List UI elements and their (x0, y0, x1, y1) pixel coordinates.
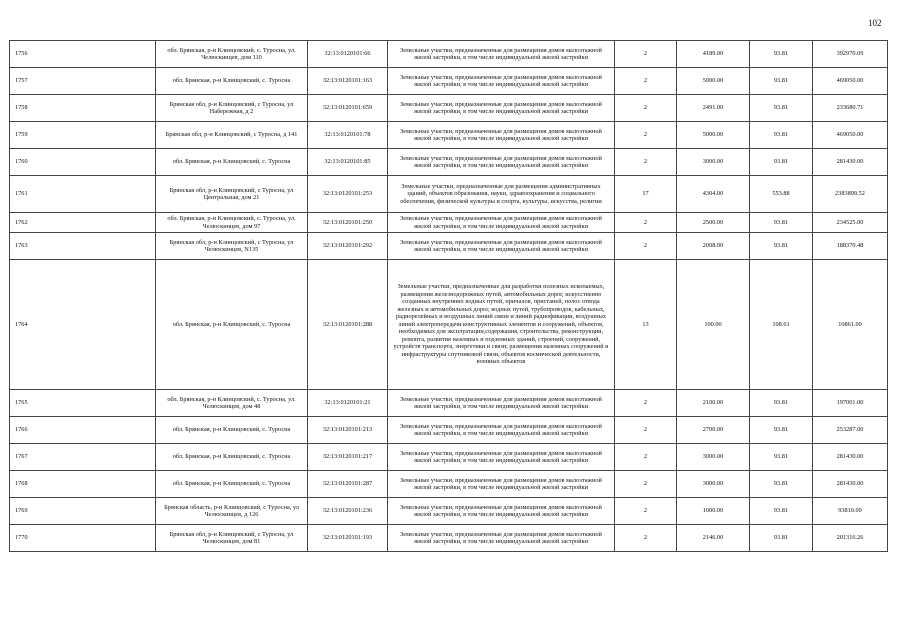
category-code-cell: 2 (615, 149, 677, 176)
row-number-cell: 1767 (10, 444, 156, 471)
address-cell: Брянская обл, р-н Клинцовский, с Туросна, д 141 (156, 122, 308, 149)
cadastral-number-cell: 32:13:0120101:292 (308, 233, 388, 260)
cadastral-value-cell: 469050.00 (813, 122, 888, 149)
area-cell: 4189.00 (677, 41, 750, 68)
category-code-cell: 17 (615, 176, 677, 213)
specific-value-cell: 93.81 (750, 41, 813, 68)
cadastral-number-cell: 32:13:0120101:213 (308, 417, 388, 444)
specific-value-cell: 93.81 (750, 95, 813, 122)
table-row (10, 122, 888, 149)
category-code-cell: 2 (615, 233, 677, 260)
cadastral-value-cell: 10861.00 (813, 260, 888, 390)
address-cell: обл. Брянская, р-н Клинцовский, с. Туросна (156, 68, 308, 95)
category-code-cell: 13 (615, 260, 677, 390)
area-cell: 1000.00 (677, 498, 750, 525)
row-number-cell: 1765 (10, 390, 156, 417)
cadastral-value-cell: 93810.00 (813, 498, 888, 525)
cadastral-value-cell: 233680.71 (813, 95, 888, 122)
table-row (10, 41, 888, 68)
row-number-cell: 1761 (10, 176, 156, 213)
address-cell: Брянская область, р-н Клинцовский, с Туросна, ул Челюскинцев, д 126 (156, 498, 308, 525)
page-number: 102 (868, 18, 882, 28)
cadastral-number-cell: 32:13:0120101:217 (308, 444, 388, 471)
category-code-cell: 2 (615, 417, 677, 444)
table-row (10, 525, 888, 552)
cadastral-number-cell: 32:13:0120101:66 (308, 41, 388, 68)
cadastral-number-cell: 32:13:0120101:78 (308, 122, 388, 149)
land-use-description-cell: Земельные участки, предназначенные для разработки полезных ископаемых, размещения железнодорожных путей, автомобильных дорог, искусственно созданных внутренних водных путей, причалов, пристаней, полос отвода железных и автомобильных дорог, водных путей, трубопроводов, кабельных, радиорелейных и воздушных линий связи и линий радиофикации, воздушных линий электропередачи конструктивных элементов и сооружений, объектов, необходимых для эксплуатации,содержания, строительства, реконструкции, ремонта, развития наземных и подземных зданий, строений, сооружений, устройств транспорта, энергетики и связи; размещения наземных сооружений и инфраструктуры спутниковой связи, объектов космической деятельности, военных объектов (388, 260, 615, 390)
specific-value-cell: 93.81 (750, 122, 813, 149)
table-row (10, 444, 888, 471)
address-cell: обл. Брянская, р-н Клинцовский, с. Туросна, ул. Челюскинцев, дом 110 (156, 41, 308, 68)
specific-value-cell: 93.81 (750, 68, 813, 95)
specific-value-cell: 553.88 (750, 176, 813, 213)
land-use-description-cell: Земельные участки, предназначенные для размещения домов малоэтажной жилой застройки, в том числе индивидуальной жилой застройки (388, 525, 615, 552)
land-use-description-cell: Земельные участки, предназначенные для размещения домов малоэтажной жилой застройки, в том числе индивидуальной жилой застройки (388, 471, 615, 498)
cadastral-value-cell: 2383899.52 (813, 176, 888, 213)
row-number-cell: 1760 (10, 149, 156, 176)
area-cell: 3000.00 (677, 471, 750, 498)
table-row (10, 68, 888, 95)
land-use-description-cell: Земельные участки, предназначенные для размещения домов малоэтажной жилой застройки, в том числе индивидуальной жилой застройки (388, 498, 615, 525)
address-cell: Брянская обл, р-н Клинцовский, с Туросна, ул Челюскинцев, дом 81 (156, 525, 308, 552)
specific-value-cell: 93.81 (750, 498, 813, 525)
cadastral-number-cell: 32:13:0120101:193 (308, 525, 388, 552)
land-use-description-cell: Земельные участки, предназначенные для размещения домов малоэтажной жилой застройки, в том числе индивидуальной жилой застройки (388, 444, 615, 471)
category-code-cell: 2 (615, 444, 677, 471)
cadastral-number-cell: 32:13:0120101:163 (308, 68, 388, 95)
area-cell: 2491.00 (677, 95, 750, 122)
specific-value-cell: 93.81 (750, 525, 813, 552)
address-cell: обл. Брянская, р-н Клинцовский, с. Туросна (156, 471, 308, 498)
cadastral-number-cell: 32:13:0120101:659 (308, 95, 388, 122)
address-cell: Брянская обл, р-н Клинцовский, с Туросна, ул Центральная, дом 21 (156, 176, 308, 213)
category-code-cell: 2 (615, 213, 677, 233)
specific-value-cell: 93.81 (750, 471, 813, 498)
land-use-description-cell: Земельные участки, предназначенные для размещения домов малоэтажной жилой застройки, в том числе индивидуальной жилой застройки (388, 122, 615, 149)
cadastral-value-cell: 201316.26 (813, 525, 888, 552)
row-number-cell: 1769 (10, 498, 156, 525)
cadastral-number-cell: 32:13:0120101:287 (308, 471, 388, 498)
specific-value-cell: 93.81 (750, 444, 813, 471)
cadastral-number-cell: 32:13:0120101:236 (308, 498, 388, 525)
address-cell: обл. Брянская, р-н Клинцовский, с. Туросна (156, 149, 308, 176)
address-cell: обл. Брянская, р-н Клинцовский, с. Туросна (156, 260, 308, 390)
address-cell: обл. Брянская, р-н Клинцовский, с. Туросна (156, 417, 308, 444)
table-row (10, 95, 888, 122)
category-code-cell: 2 (615, 41, 677, 68)
address-cell: Брянская обл, р-н Клинцовский, с Туросна, ул Челюскинцев, N135 (156, 233, 308, 260)
cadastral-value-cell: 281430.00 (813, 471, 888, 498)
row-number-cell: 1768 (10, 471, 156, 498)
cadastral-value-cell: 281430.00 (813, 149, 888, 176)
row-number-cell: 1770 (10, 525, 156, 552)
row-number-cell: 1764 (10, 260, 156, 390)
category-code-cell: 2 (615, 122, 677, 149)
address-cell: Брянская обл, р-н Клинцовский, с Туросна, ул Набережная, д 2 (156, 95, 308, 122)
address-cell: обл. Брянская, р-н Клинцовский, с. Туросна, ул. Челюскинцев, дом 97 (156, 213, 308, 233)
cadastral-value-cell: 392970.09 (813, 41, 888, 68)
cadastral-number-cell: 32:13:0120101:253 (308, 176, 388, 213)
area-cell: 3000.00 (677, 149, 750, 176)
cadastral-value-cell: 281430.00 (813, 444, 888, 471)
land-use-description-cell: Земельные участки, предназначенные для размещения домов малоэтажной жилой застройки, в том числе индивидуальной жилой застройки (388, 68, 615, 95)
table-row (10, 417, 888, 444)
row-number-cell: 1758 (10, 95, 156, 122)
land-use-description-cell: Земельные участки, предназначенные для размещения домов малоэтажной жилой застройки, в том числе индивидуальной жилой застройки (388, 233, 615, 260)
category-code-cell: 2 (615, 68, 677, 95)
table-row (10, 260, 888, 390)
area-cell: 2700.00 (677, 417, 750, 444)
cadastral-number-cell: 32:13:0120101:85 (308, 149, 388, 176)
area-cell: 5000.00 (677, 68, 750, 95)
row-number-cell: 1757 (10, 68, 156, 95)
land-use-description-cell: Земельные участки, предназначенные для размещения домов малоэтажной жилой застройки, в том числе индивидуальной жилой застройки (388, 390, 615, 417)
specific-value-cell: 93.81 (750, 233, 813, 260)
area-cell: 3000.00 (677, 444, 750, 471)
area-cell: 2500.00 (677, 213, 750, 233)
table-row (10, 213, 888, 233)
cadastral-value-cell: 234525.00 (813, 213, 888, 233)
address-cell: обл. Брянская, р-н Клинцовский, с. Туросна (156, 444, 308, 471)
specific-value-cell: 108.61 (750, 260, 813, 390)
area-cell: 4304.00 (677, 176, 750, 213)
cadastral-number-cell: 32:13:0120101:21 (308, 390, 388, 417)
row-number-cell: 1756 (10, 41, 156, 68)
area-cell: 2100.00 (677, 390, 750, 417)
row-number-cell: 1762 (10, 213, 156, 233)
land-use-description-cell: Земельные участки, предназначенные для размещения административных зданий, объектов образования, науки, здравоохранения и социального обеспечения, физической культуры и спорта, культуры, искусства, религии (388, 176, 615, 213)
address-cell: обл. Брянская, р-н Клинцовский, с. Туросна, ул. Челюскинцев, дом 48 (156, 390, 308, 417)
table-row (10, 176, 888, 213)
land-use-description-cell: Земельные участки, предназначенные для размещения домов малоэтажной жилой застройки, в том числе индивидуальной жилой застройки (388, 417, 615, 444)
land-use-description-cell: Земельные участки, предназначенные для размещения домов малоэтажной жилой застройки, в том числе индивидуальной жилой застройки (388, 95, 615, 122)
land-use-description-cell: Земельные участки, предназначенные для размещения домов малоэтажной жилой застройки, в том числе индивидуальной жилой застройки (388, 149, 615, 176)
table-row (10, 471, 888, 498)
row-number-cell: 1763 (10, 233, 156, 260)
table-row (10, 390, 888, 417)
category-code-cell: 2 (615, 525, 677, 552)
table-row (10, 498, 888, 525)
land-use-description-cell: Земельные участки, предназначенные для размещения домов малоэтажной жилой застройки, в том числе индивидуальной жилой застройки (388, 41, 615, 68)
area-cell: 2146.00 (677, 525, 750, 552)
cadastral-number-cell: 32:13:0120101:288 (308, 260, 388, 390)
cadastral-value-cell: 197001.00 (813, 390, 888, 417)
cadastral-value-cell: 469050.00 (813, 68, 888, 95)
category-code-cell: 2 (615, 95, 677, 122)
row-number-cell: 1766 (10, 417, 156, 444)
table-body (10, 41, 888, 552)
area-cell: 100.00 (677, 260, 750, 390)
specific-value-cell: 93.81 (750, 149, 813, 176)
table-row (10, 233, 888, 260)
specific-value-cell: 93.81 (750, 213, 813, 233)
specific-value-cell: 93.81 (750, 417, 813, 444)
category-code-cell: 2 (615, 471, 677, 498)
specific-value-cell: 93.81 (750, 390, 813, 417)
area-cell: 5000.00 (677, 122, 750, 149)
cadastral-number-cell: 32:13:0120101:250 (308, 213, 388, 233)
category-code-cell: 2 (615, 390, 677, 417)
table-row (10, 149, 888, 176)
row-number-cell: 1759 (10, 122, 156, 149)
cadastral-value-cell: 253287.00 (813, 417, 888, 444)
area-cell: 2008.00 (677, 233, 750, 260)
cadastral-value-table (9, 40, 888, 552)
land-use-description-cell: Земельные участки, предназначенные для размещения домов малоэтажной жилой застройки, в том числе индивидуальной жилой застройки (388, 213, 615, 233)
cadastral-value-cell: 188370.48 (813, 233, 888, 260)
category-code-cell: 2 (615, 498, 677, 525)
